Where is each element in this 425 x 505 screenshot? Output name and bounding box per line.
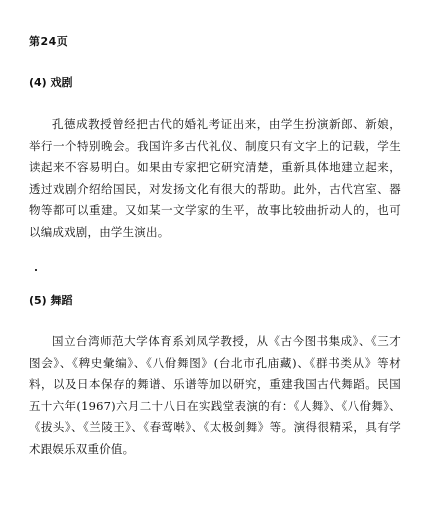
section-heading-drama: (4) 戏剧: [29, 76, 73, 89]
paragraph-drama: 孔德成教授曾经把古代的婚礼考证出来，由学生扮演新郎、新娘，举行一个特别晚会。我国许多古代礼仪、制度只有文字上的记载，学生读起来不容易明白。如果由专家把它研究清楚，重新具体地建立起来，透过戏剧介绍给国民，对发扬文化有很大的帮助。此外，古代宫室、器物等都可以重建。又如某一文学家的生平，故事比较曲折动人的，也可以编成戏剧，由学生演出。: [29, 117, 401, 239]
page-number-header: 第24页: [29, 35, 69, 48]
paragraph-dance: 国立台湾师范大学体育系刘凤学教授，从《古今图书集成》、《三才图会》、《稗史彙编》、《八佾舞图》(台北市孔庙藏)、《群书类从》等材料，以及日本保存的舞谱、乐谱等加以研究，重建我国古代舞蹈。民国五十六年(1967)六月二十八日在实践堂表演的有：《人舞》、《八佾舞》、《拔头》、《兰陵王》、《春莺啭》、《太极剑舞》等。演得很精采，具有学术跟娱乐双重价值。: [29, 334, 401, 456]
stray-dot-mark: [35, 269, 37, 271]
section-heading-dance: (5) 舞蹈: [29, 294, 73, 307]
